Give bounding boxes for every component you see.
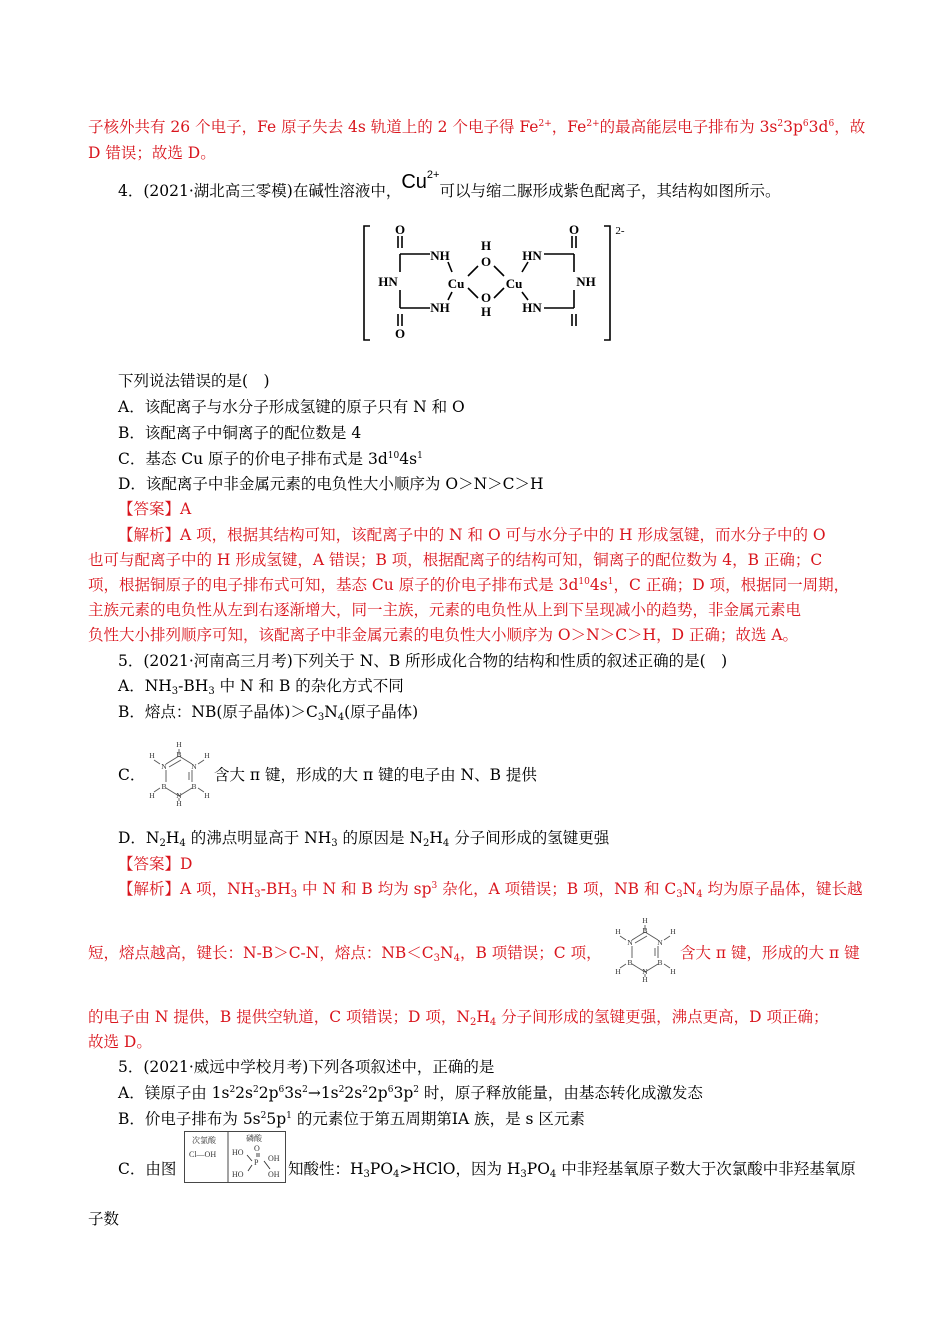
q5b-option-c-label: C．由图 <box>118 1160 177 1178</box>
prev-explanation-line-1: 子核外共有 26 个电子，Fe 原子失去 4s 轨道上的 2 个电子得 $Fe^{2+}$，$Fe^{2+}$的最高能层电子排布为 $3s^23p^63d^6$，故 <box>88 118 866 136</box>
ring-atom: N <box>627 938 633 947</box>
q5b-option-c-text: 知酸性：$H_3PO_4>HClO$，因为 $H_3PO_4$ 中非羟基氧原子数大于次氯酸中非羟基氧原 <box>288 1160 856 1180</box>
q4-option-d: D．该配离子中非金属元素的电负性大小顺序为 O＞N＞C＞H <box>118 475 544 493</box>
q5b-option-b: B．价电子排布为 $5s^25p^1$ 的元素位于第五周期第ⅠA 族，是 s 区元素 <box>118 1110 585 1128</box>
q5a-option-b: B．熔点：NB(原子晶体)$>C_3N_4$(原子晶体) <box>118 703 419 723</box>
left-bracket <box>364 226 370 340</box>
q4-prompt: 下列说法错误的是( ) <box>118 372 270 390</box>
phosphoric-acid-atom: P <box>254 1158 259 1167</box>
ring-atom: H <box>176 799 182 806</box>
q5b-option-a: A．镁原子由 $1s^22s^22p^63s^2\to 1s^22s^22p^63p^2$ 时，原子释放能量，由基态转化成激发态 <box>118 1084 703 1102</box>
q4-explanation-line-3: 项，根据铜原子的电子排布式可知，基态 Cu 原子的价电子排布式是 $3d^{10}4s^1$，C 正确；D 项，根据同一周期， <box>88 576 850 594</box>
ring-atom: H <box>642 916 648 925</box>
cu-ion-image: $Cu^{2+}$ <box>401 169 440 193</box>
acid-structure-figure <box>184 1131 286 1183</box>
phosphoric-acid-atom: O <box>254 1144 260 1153</box>
ring-atom: B <box>627 958 633 967</box>
atom-label: O <box>480 290 492 305</box>
phosphoric-acid-title: 磷酸 <box>246 1134 262 1143</box>
prev-explanation-line-2: D 错误；故选 D。 <box>88 144 216 162</box>
q5a-option-a: A．$NH_3-BH_3$ 中 N 和 B 的杂化方式不同 <box>118 677 404 697</box>
ring-atom: B <box>176 750 182 759</box>
phosphoric-acid-atom: HO <box>232 1148 244 1157</box>
q4-option-c: C．基态 Cu 原子的价电子排布式是 $3d^{10}4s^1$ <box>118 450 423 468</box>
atom-label: Cu <box>505 276 523 291</box>
borazine-structure <box>146 738 212 806</box>
ring-atom: B <box>161 782 167 791</box>
q4-stem: 4．(2021·湖北高三零模)在碱性溶液中，$Cu^{2+}$可以与缩二脲形成紫色配离子，其结构如图所示。 <box>118 169 781 200</box>
q5b-option-c-continued: 子数 <box>88 1210 120 1228</box>
atom-label: HN <box>378 274 398 289</box>
atom-label: O <box>394 222 406 237</box>
atom-label: NH <box>576 274 596 289</box>
q5a-option-c-text: 含大 π 键，形成的大 π 键的电子由 N、B 提供 <box>214 766 537 784</box>
q4-explanation-line-4: 主族元素的电负性从左到右逐渐增大，同一主族，元素的电负性从上到下呈现减小的趋势，非金属元素电 <box>88 601 802 619</box>
ion-charge: 2- <box>615 225 625 237</box>
ring-atom: N <box>642 967 648 976</box>
ring-atom: N <box>657 938 663 947</box>
atom-label: NH <box>430 300 450 315</box>
q5b-stem: 5．(2021·威远中学校月考)下列各项叙述中，正确的是 <box>118 1058 495 1076</box>
q5a-explanation-line-1: 【解析】A 项，$NH_3-BH_3$ 中 N 和 B 均为 $sp^3$ 杂化，A 项错误；B 项，NB 和 $C_3N_4$ 均为原子晶体，键长越 <box>118 880 863 900</box>
atom-label: O <box>568 222 580 237</box>
ring-atom: H <box>149 751 155 760</box>
ring-atom: H <box>149 791 155 800</box>
q4-option-a: A．该配离子与水分子形成氢键的原子只有 N 和 O <box>118 398 465 416</box>
atom-label: Cu <box>447 276 465 291</box>
right-bracket <box>604 226 610 340</box>
ring-atom: H <box>204 751 210 760</box>
q5a-option-d: D．$N_2H_4$ 的沸点明显高于 $NH_3$ 的原因是 $N_2H_4$ 分子间形成的氢键更强 <box>118 829 610 849</box>
atom-label: HN <box>522 300 542 315</box>
atom-label: H <box>480 304 492 319</box>
phosphoric-acid-atom: OH <box>268 1170 280 1179</box>
atom-label: O <box>480 254 492 269</box>
q4-option-b: B．该配离子中铜离子的配位数是 4 <box>118 424 362 442</box>
ring-atom: B <box>191 782 197 791</box>
hypochlorous-acid-title: 次氯酸 <box>192 1136 216 1145</box>
ring-atom: H <box>642 975 648 982</box>
ring-atom: N <box>191 762 197 771</box>
phosphoric-acid-atom: HO <box>232 1170 244 1179</box>
ring-atom: N <box>161 762 167 771</box>
ring-atom: N <box>176 791 182 800</box>
atom-label: HN <box>522 248 542 263</box>
atom-label: NH <box>430 248 450 263</box>
atom-label: H <box>480 238 492 253</box>
ring-atom: H <box>615 927 621 936</box>
q5a-option-c-label: C． <box>118 766 146 784</box>
q5a-explanation-line-2a: 短，熔点越高，键长：N-B＞C-N，熔点：$NB<C_3N_4$，B 项错误；C 项， <box>88 944 602 964</box>
borazine-structure-explanation <box>612 914 678 982</box>
q4-answer: 【答案】A <box>118 500 192 518</box>
q5a-explanation-line-2b: 含大 π 键，形成的大 π 键 <box>680 944 860 962</box>
hypochlorous-acid-formula: Cl—OH <box>189 1150 217 1159</box>
atom-label: O <box>394 326 406 341</box>
ring-atom: H <box>176 740 182 749</box>
q4-explanation-line-2: 也可与配离子中的 H 形成氢键，A 错误；B 项，根据配离子的结构可知，铜离子的配位数为 4，B 正确；C <box>88 551 823 569</box>
ring-atom: B <box>642 926 648 935</box>
q4-explanation-line-5: 负性大小排列顺序可知，该配离子中非金属元素的电负性大小顺序为 O＞N＞C＞H，D 正确；故选 A。 <box>88 626 799 644</box>
ring-atom: B <box>657 958 663 967</box>
ring-atom: H <box>670 967 676 976</box>
ring-atom: H <box>615 967 621 976</box>
q5a-explanation-line-3: 的电子由 N 提供，B 提供空轨道，C 项错误；D 项，$N_2H_4$ 分子间形成的氢键更强，沸点更高，D 项正确； <box>88 1008 829 1028</box>
q5a-answer: 【答案】D <box>118 855 193 873</box>
ring-atom: H <box>204 791 210 800</box>
q5a-explanation-line-4: 故选 D。 <box>88 1033 152 1051</box>
cu-biuret-complex-structure <box>360 214 630 346</box>
phosphoric-acid-atom: OH <box>268 1154 280 1163</box>
q5a-stem: 5．(2021·河南高三月考)下列关于 N、B 所形成化合物的结构和性质的叙述正确的是( ) <box>118 652 728 670</box>
ring-atom: H <box>670 927 676 936</box>
q4-explanation-line-1: 【解析】A 项，根据其结构可知，该配离子中的 N 和 O 可与水分子中的 H 形成氢键，而水分子中的 O <box>118 526 826 544</box>
